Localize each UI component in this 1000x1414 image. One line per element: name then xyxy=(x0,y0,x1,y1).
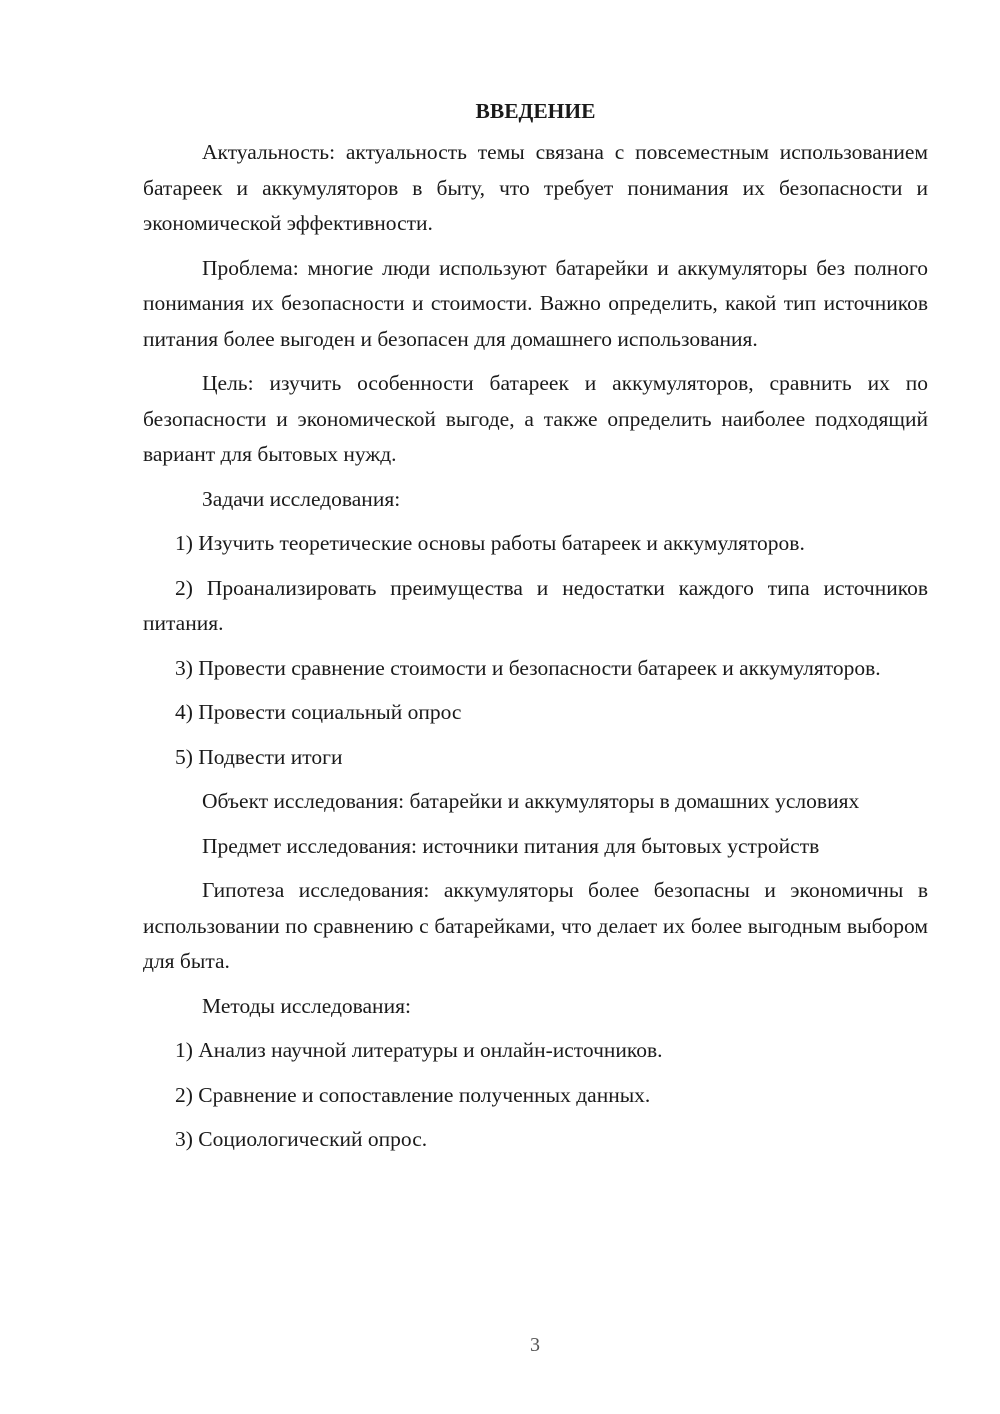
section-title: ВВЕДЕНИЕ xyxy=(475,99,596,123)
paragraph-problem: Проблема: многие люди используют батарейки и аккумуляторы без полного понимания их безопасности и стоимости. Важно определить, какой тип источников питания более выгоден и безопасен для домашнего использования. xyxy=(143,255,928,351)
method-item: 1) Анализ научной литературы и онлайн-источников. xyxy=(175,1038,663,1062)
methods-heading: Методы исследования: xyxy=(202,993,411,1018)
task-item: 3) Провести сравнение стоимости и безопасности батареек и аккумуляторов. xyxy=(175,655,881,680)
tasks-heading: Задачи исследования: xyxy=(202,486,401,511)
paragraph-subject: Предмет исследования: источники питания для бытовых устройств xyxy=(202,833,820,858)
method-item: 3) Социологический опрос. xyxy=(175,1127,428,1151)
page-number: 3 xyxy=(530,1334,540,1356)
task-item: 4) Провести социальный опрос xyxy=(175,700,462,724)
paragraph-hypothesis: Гипотеза исследования: аккумуляторы более безопасны и экономичны в использовании по сравнению с батарейками, что делает их более выгодным выбором для быта. xyxy=(143,878,928,973)
paragraph-object: Объект исследования: батарейки и аккумуляторы в домашних условиях xyxy=(202,789,860,813)
task-item: 5) Подвести итоги xyxy=(175,744,343,769)
paragraph-relevance: Актуальность: актуальность темы связана с повсеместным использованием батареек и аккумуляторов в быту, что требует понимания их безопасности и экономической эффективности. xyxy=(143,140,928,235)
task-item: 2) Проанализировать преимущества и недостатки каждого типа источников питания. xyxy=(143,575,928,635)
task-item: 1) Изучить теоретические основы работы батареек и аккумуляторов. xyxy=(175,531,805,555)
method-item: 2) Сравнение и сопоставление полученных данных. xyxy=(175,1082,651,1107)
document-page xyxy=(143,96,928,1167)
paragraph-goal: Цель: изучить особенности батареек и аккумуляторов, сравнить их по безопасности и экономической выгоде, а также определить наиболее подходящий вариант для бытовых нужд. xyxy=(143,371,928,466)
